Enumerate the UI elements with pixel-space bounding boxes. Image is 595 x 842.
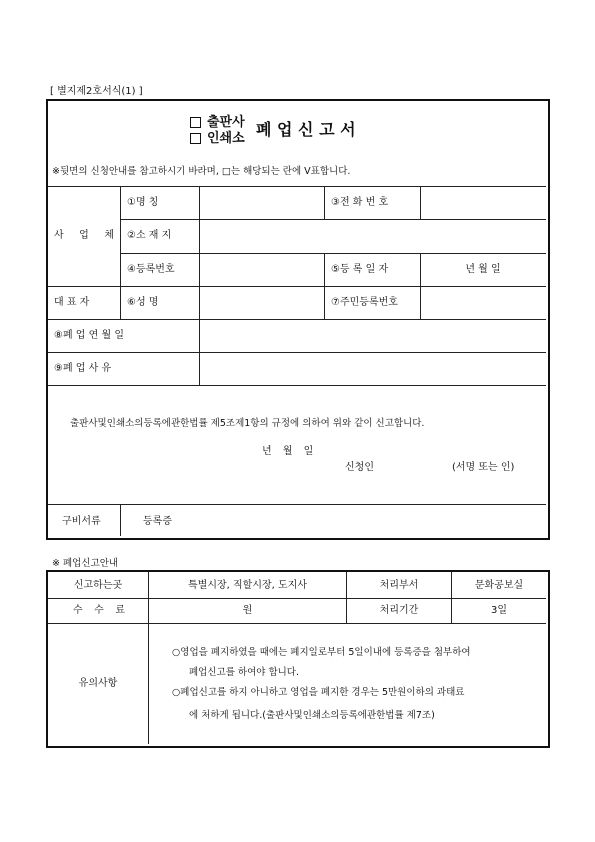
reg-no-label: ④등록번호 (127, 264, 175, 275)
guide-heading: ※ 폐업신고안내 (52, 558, 119, 569)
rep-id-label: ⑦주민등록번호 (331, 297, 398, 308)
option-printer[interactable]: 인쇄소 (190, 131, 245, 147)
dept-value: 문화공보실 (474, 580, 524, 591)
rep-name-field[interactable] (201, 288, 322, 317)
instruction-text: ※뒷면의 신청안내를 참고하시기 바라며, □는 해당되는 란에 V표합니다. (52, 166, 351, 177)
name-label: ①명 칭 (127, 197, 159, 208)
declaration-text: 출판사및인쇄소의등록에관한법률 제5조제1항의 규정에 의하여 위와 같이 신고합니다. (70, 418, 425, 429)
fee-label: 수 수 료 (73, 605, 125, 616)
rep-name-label: ⑥성 명 (127, 297, 159, 308)
phone-field[interactable] (422, 188, 544, 217)
closure-reason-label: ⑨폐 업 사 유 (54, 363, 112, 374)
signature-label: (서명 또는 인) (452, 462, 515, 473)
note-line: 폐업신고를 하여야 합니다. (189, 667, 300, 678)
dept-label: 처리부서 (379, 580, 419, 591)
rep-id-field[interactable] (422, 288, 544, 317)
title-options (190, 115, 245, 147)
fee-value: 원 (242, 605, 253, 616)
closure-date-field[interactable] (201, 321, 544, 350)
declaration-date: 년 월 일 (262, 446, 314, 457)
checkbox-icon[interactable] (190, 117, 201, 128)
option-publisher[interactable]: 출판사 (190, 115, 245, 131)
note-line: 에 처하게 됩니다.(출판사및인쇄소의등록에관한법률 제7조) (189, 710, 435, 721)
address-label: ②소 재 지 (127, 230, 172, 241)
documents-label: 구비서류 (62, 516, 101, 527)
address-field[interactable] (201, 221, 544, 251)
period-label: 처리기간 (379, 605, 419, 616)
submit-to-label: 신고하는곳 (73, 580, 123, 591)
business-name-field[interactable] (201, 188, 322, 217)
note-line: ○폐업신고를 하지 아니하고 영업을 폐지한 경우는 5만원이하의 과태료 (172, 687, 465, 698)
closure-reason-field[interactable] (201, 354, 544, 383)
reg-date-label: ⑤등 록 일 자 (331, 264, 389, 275)
documents-value: 등록증 (143, 516, 172, 527)
form-title: 폐 업 신 고 서 (256, 120, 356, 139)
representative-group-label: 대 표 자 (54, 297, 90, 308)
note-line: ○영업을 폐지하였을 때에는 폐지일로부터 5일이내에 등록증을 첨부하여 (172, 647, 471, 658)
period-value: 3일 (490, 605, 508, 616)
reg-date-field[interactable]: 년 월 일 (465, 264, 501, 275)
closure-date-label: ⑧폐 업 연 월 일 (54, 330, 124, 341)
submit-to-value: 특별시장, 직할시장, 도지사 (188, 580, 307, 591)
notes-label: 유의사항 (78, 678, 118, 689)
business-group-label: 사 업 체 (54, 230, 114, 241)
checkbox-icon[interactable] (190, 133, 201, 144)
phone-label: ③전 화 번 호 (331, 197, 389, 208)
form-label: [ 별지제2호서식(1) ] (50, 86, 143, 97)
applicant-label: 신청인 (345, 462, 374, 473)
reg-no-field[interactable] (201, 255, 322, 284)
